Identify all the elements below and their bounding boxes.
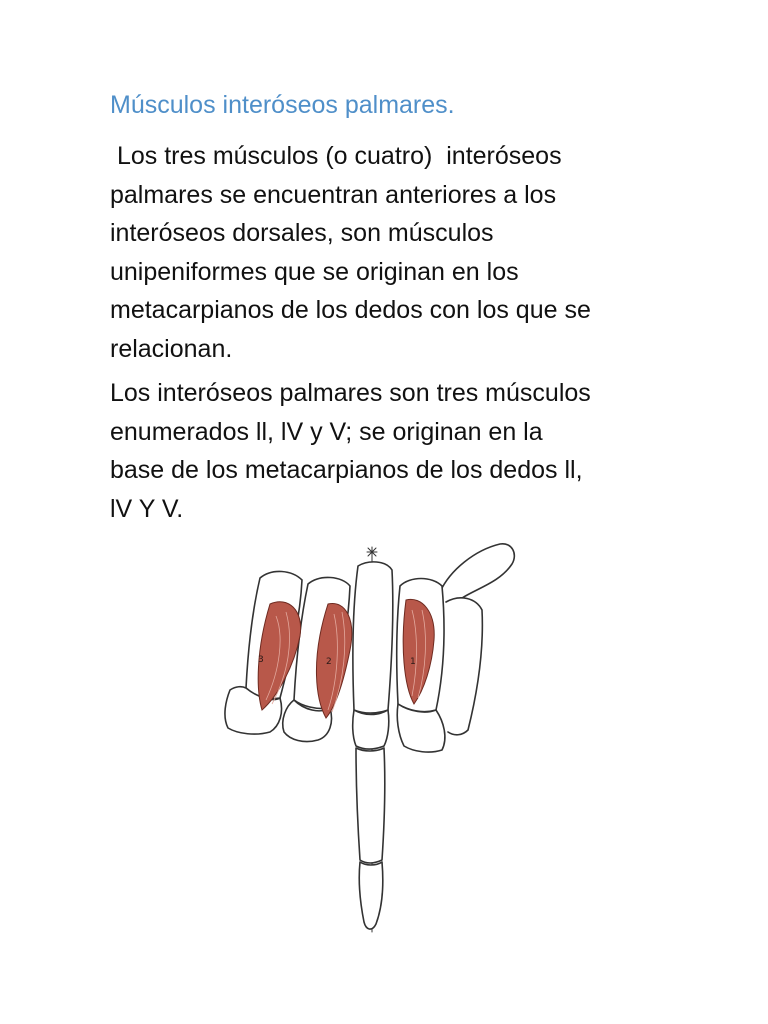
text-line: palmares se encuentran anteriores a los (110, 180, 557, 209)
text-line: Los tres músculos (o cuatro) interóseos (110, 142, 562, 170)
text-line: enumerados ll, lV y V; se originan en la (110, 417, 543, 446)
text-line: lV Y V. (110, 494, 184, 523)
distal-phalanx-iii (359, 862, 383, 929)
text-line: interóseos dorsales, son músculos (110, 219, 494, 247)
text-line: metacarpianos de los dedos con los que se (110, 296, 591, 324)
middle-phalanx-iii (356, 748, 385, 863)
metacarpal-iii (353, 562, 393, 713)
text-line: unipeniformes que se originan en los (110, 257, 519, 286)
paragraph-origin (110, 137, 670, 368)
adjacent-bone-outline (446, 598, 482, 735)
hand-anatomy-illustration (200, 540, 530, 940)
hand-bones-drawing (200, 540, 530, 940)
phalanx-ii (397, 704, 445, 752)
proximal-phalanx-iii (353, 710, 389, 749)
thumb-outline (440, 544, 514, 598)
paragraph-enumeration (110, 374, 670, 528)
axis-marker (367, 547, 377, 557)
muscle-label: 3 (258, 655, 264, 665)
muscle-label: 2 (326, 657, 332, 667)
section-heading: Músculos interóseos palmares. (110, 91, 455, 119)
text-line: relacionan. (110, 334, 233, 363)
text-line: Los interóseos palmares son tres músculos (110, 379, 591, 407)
muscle-label: 1 (410, 657, 416, 667)
text-line: base de los metacarpianos de los dedos ll, (110, 456, 583, 484)
